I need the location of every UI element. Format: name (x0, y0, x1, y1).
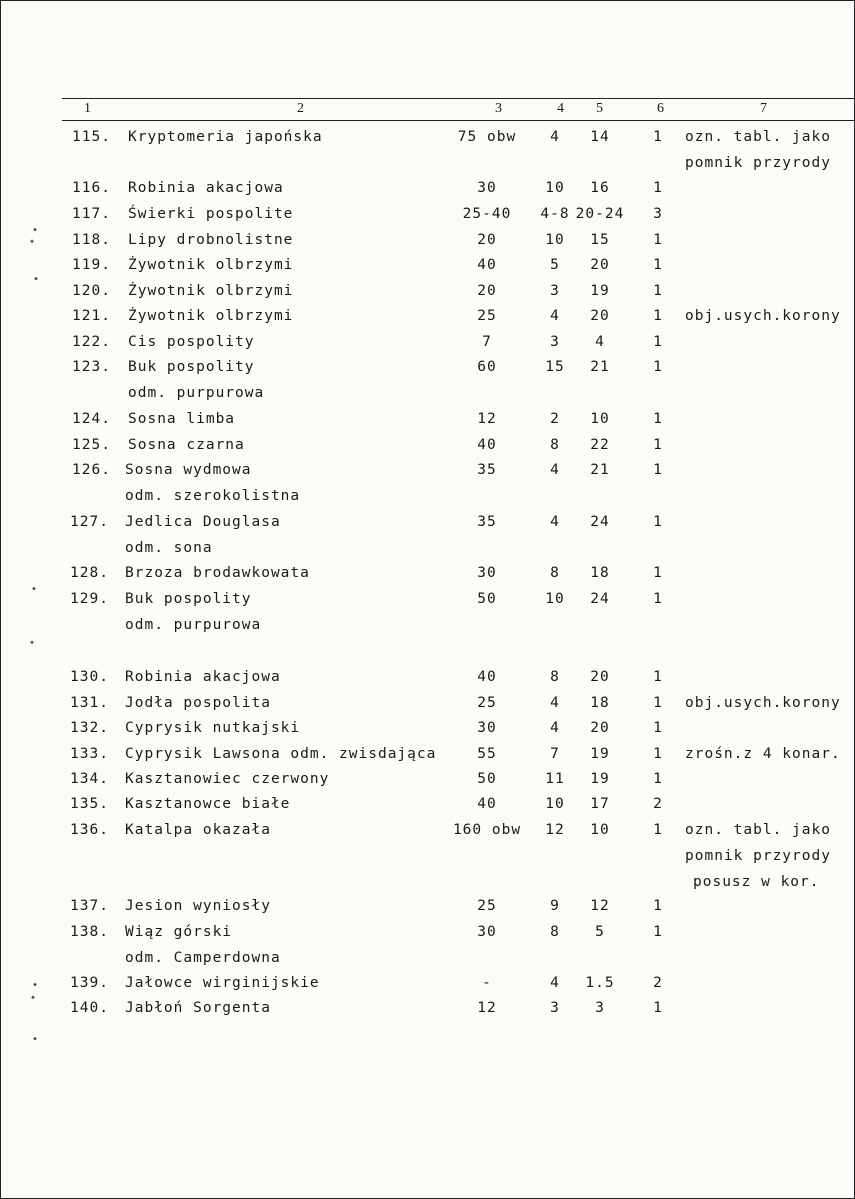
species-name: Kasztanowiec czerwony (125, 771, 330, 787)
row-number: 123. (72, 359, 111, 375)
column-5-value: 18 (590, 695, 610, 711)
row-number: 125. (72, 437, 111, 453)
species-name: Jałowce wirginijskie (125, 975, 320, 991)
column-5-value: 4 (595, 334, 605, 350)
table-header-top-rule (62, 98, 855, 99)
column-4-value: 8 (550, 924, 560, 940)
column-3-value: 25 (477, 898, 497, 914)
column-4-value: 8 (550, 565, 560, 581)
column-header-4: 4 (557, 101, 564, 116)
column-5-value: 17 (590, 796, 610, 812)
margin-mark: ✦ (29, 637, 36, 648)
column-6-value: 1 (653, 257, 663, 273)
row-number: 119. (72, 257, 111, 273)
species-name: Jodła pospolita (125, 695, 271, 711)
note-text: ozn. tabl. jako (685, 129, 831, 145)
column-5-value: 18 (590, 565, 610, 581)
column-5-value: 20 (590, 669, 610, 685)
row-number: 126. (72, 462, 111, 478)
column-3-value: 60 (477, 359, 497, 375)
column-6-value: 2 (653, 975, 663, 991)
column-5-value: 24 (590, 591, 610, 607)
species-name: odm. szerokolistna (125, 487, 301, 504)
column-6-value: 1 (653, 771, 663, 787)
note-text: obj.usych.korony (685, 308, 841, 324)
column-4-value: 10 (545, 180, 565, 196)
column-4-value: 5 (550, 257, 560, 273)
column-6-value: 1 (653, 898, 663, 914)
row-number: 122. (72, 334, 111, 350)
column-5-value: 21 (590, 462, 610, 478)
column-6-value: 1 (653, 514, 663, 530)
column-3-value: 25 (477, 308, 497, 324)
margin-mark: • (32, 980, 39, 991)
margin-mark: • (31, 584, 38, 595)
column-4-value: 8 (550, 669, 560, 685)
row-number: 115. (72, 129, 111, 145)
column-5-value: 20-24 (575, 206, 625, 222)
column-4-value: 4 (550, 695, 560, 711)
row-number: 128. (70, 565, 109, 581)
column-4-value: 4 (550, 462, 560, 478)
column-5-value: 1.5 (585, 975, 615, 991)
column-3-value: 30 (477, 924, 497, 940)
column-3-value: 35 (477, 462, 497, 478)
column-3-value: - (482, 975, 492, 991)
row-number: 118. (72, 232, 111, 248)
note-text: posusz w kor. (693, 873, 820, 890)
margin-mark: ✦ (29, 236, 36, 247)
column-3-value: 30 (477, 180, 497, 196)
column-5-value: 22 (590, 437, 610, 453)
species-name: Jabłoń Sorgenta (125, 1000, 271, 1016)
table-header-bottom-rule (62, 120, 855, 121)
column-4-value: 12 (545, 822, 565, 838)
column-4-value: 3 (550, 1000, 560, 1016)
column-4-value: 10 (545, 591, 565, 607)
row-number: 124. (72, 411, 111, 427)
column-5-value: 14 (590, 129, 610, 145)
column-4-value: 10 (545, 232, 565, 248)
column-6-value: 1 (653, 924, 663, 940)
column-3-value: 40 (477, 437, 497, 453)
column-4-value: 15 (545, 359, 565, 375)
column-3-value: 160 obw (452, 822, 522, 838)
row-number: 116. (72, 180, 111, 196)
column-header-3: 3 (495, 101, 502, 116)
column-3-value: 50 (477, 771, 497, 787)
row-number: 130. (70, 669, 109, 685)
column-4-value: 7 (550, 746, 560, 762)
species-name: Brzoza brodawkowata (125, 565, 310, 581)
column-3-value: 12 (477, 411, 497, 427)
column-3-value: 50 (477, 591, 497, 607)
column-3-value: 30 (477, 565, 497, 581)
column-5-value: 10 (590, 822, 610, 838)
row-number: 121. (72, 308, 111, 324)
column-4-value: 2 (550, 411, 560, 427)
column-6-value: 1 (653, 1000, 663, 1016)
column-5-value: 3 (595, 1000, 605, 1016)
column-6-value: 2 (653, 796, 663, 812)
column-3-value: 20 (477, 232, 497, 248)
column-6-value: 1 (653, 695, 663, 711)
species-name: Lipy drobnolistne (128, 232, 294, 248)
column-header-6: 6 (657, 101, 664, 116)
species-name: Buk pospolity (128, 359, 255, 375)
column-header-2: 2 (297, 101, 304, 116)
species-name: Cyprysik Lawsona odm. zwisdająca (125, 746, 437, 762)
column-3-value: 30 (477, 720, 497, 736)
column-4-value: 10 (545, 796, 565, 812)
column-4-value: 9 (550, 898, 560, 914)
margin-mark: • (32, 1034, 39, 1045)
species-name: odm. purpurowa (125, 616, 262, 633)
row-number: 133. (70, 746, 109, 762)
margin-mark: • (33, 274, 40, 285)
species-name: Wiąz górski (125, 924, 233, 940)
column-4-value: 4-8 (540, 206, 570, 222)
column-5-value: 20 (590, 257, 610, 273)
row-number: 137. (70, 898, 109, 914)
species-name: Świerki pospolite (128, 206, 294, 222)
species-name: Sosna czarna (128, 437, 245, 453)
column-3-value: 40 (477, 796, 497, 812)
column-4-value: 4 (550, 129, 560, 145)
column-6-value: 1 (653, 437, 663, 453)
species-name: Żywotnik olbrzymi (128, 308, 294, 324)
column-4-value: 11 (545, 771, 565, 787)
column-4-value: 8 (550, 437, 560, 453)
species-name: Robinia akacjowa (128, 180, 284, 196)
species-name: odm. sona (125, 539, 213, 556)
row-number: 140. (70, 1000, 109, 1016)
row-number: 131. (70, 695, 109, 711)
column-5-value: 19 (590, 746, 610, 762)
column-5-value: 10 (590, 411, 610, 427)
row-number: 132. (70, 720, 109, 736)
species-name: Cis pospolity (128, 334, 255, 350)
column-5-value: 16 (590, 180, 610, 196)
species-name: odm. purpurowa (128, 384, 265, 401)
column-6-value: 1 (653, 411, 663, 427)
row-number: 129. (70, 591, 109, 607)
column-6-value: 1 (653, 180, 663, 196)
column-6-value: 1 (653, 822, 663, 838)
column-3-value: 35 (477, 514, 497, 530)
column-6-value: 1 (653, 565, 663, 581)
row-number: 135. (70, 796, 109, 812)
column-3-value: 12 (477, 1000, 497, 1016)
column-3-value: 40 (477, 257, 497, 273)
species-name: Sosna limba (128, 411, 236, 427)
species-name: Kasztanowce białe (125, 796, 291, 812)
column-5-value: 24 (590, 514, 610, 530)
column-4-value: 4 (550, 308, 560, 324)
column-5-value: 20 (590, 308, 610, 324)
row-number: 134. (70, 771, 109, 787)
column-header-7: 7 (760, 101, 767, 116)
species-name: Cyprysik nutkajski (125, 720, 301, 736)
column-5-value: 12 (590, 898, 610, 914)
column-3-value: 7 (482, 334, 492, 350)
species-name: Żywotnik olbrzymi (128, 257, 294, 273)
column-5-value: 21 (590, 359, 610, 375)
column-6-value: 1 (653, 746, 663, 762)
column-6-value: 1 (653, 308, 663, 324)
column-6-value: 1 (653, 462, 663, 478)
column-4-value: 4 (550, 720, 560, 736)
row-number: 117. (72, 206, 111, 222)
note-text: zrośn.z 4 konar. (685, 746, 841, 762)
species-name: Katalpa okazała (125, 822, 271, 838)
column-3-value: 25 (477, 695, 497, 711)
column-5-value: 5 (595, 924, 605, 940)
row-number: 136. (70, 822, 109, 838)
column-6-value: 1 (653, 129, 663, 145)
column-6-value: 3 (653, 206, 663, 222)
column-6-value: 1 (653, 669, 663, 685)
column-3-value: 20 (477, 283, 497, 299)
column-6-value: 1 (653, 232, 663, 248)
column-3-value: 40 (477, 669, 497, 685)
note-text: pomnik przyrody (685, 154, 831, 171)
margin-mark: ✦ (30, 992, 37, 1003)
column-header-5: 5 (596, 101, 603, 116)
note-text: obj.usych.korony (685, 695, 841, 711)
note-text: ozn. tabl. jako (685, 822, 831, 838)
column-5-value: 19 (590, 283, 610, 299)
column-6-value: 1 (653, 359, 663, 375)
column-6-value: 1 (653, 591, 663, 607)
margin-mark: • (32, 225, 39, 236)
column-3-value: 25-40 (462, 206, 512, 222)
species-name: Kryptomeria japońska (128, 129, 323, 145)
column-5-value: 20 (590, 720, 610, 736)
column-4-value: 4 (550, 975, 560, 991)
species-name: Jedlica Douglasa (125, 514, 281, 530)
column-4-value: 3 (550, 283, 560, 299)
column-4-value: 4 (550, 514, 560, 530)
column-header-1: 1 (84, 101, 91, 116)
species-name: Buk pospolity (125, 591, 252, 607)
row-number: 139. (70, 975, 109, 991)
row-number: 120. (72, 283, 111, 299)
species-name: Jesion wyniosły (125, 898, 271, 914)
column-6-value: 1 (653, 283, 663, 299)
row-number: 138. (70, 924, 109, 940)
column-4-value: 3 (550, 334, 560, 350)
column-5-value: 15 (590, 232, 610, 248)
row-number: 127. (70, 514, 109, 530)
column-3-value: 55 (477, 746, 497, 762)
species-name: Żywotnik olbrzymi (128, 283, 294, 299)
species-name: Robinia akacjowa (125, 669, 281, 685)
species-name: odm. Camperdowna (125, 949, 281, 966)
column-5-value: 19 (590, 771, 610, 787)
species-name: Sosna wydmowa (125, 462, 252, 478)
column-6-value: 1 (653, 334, 663, 350)
column-6-value: 1 (653, 720, 663, 736)
column-3-value: 75 obw (457, 129, 517, 145)
note-text: pomnik przyrody (685, 847, 831, 864)
